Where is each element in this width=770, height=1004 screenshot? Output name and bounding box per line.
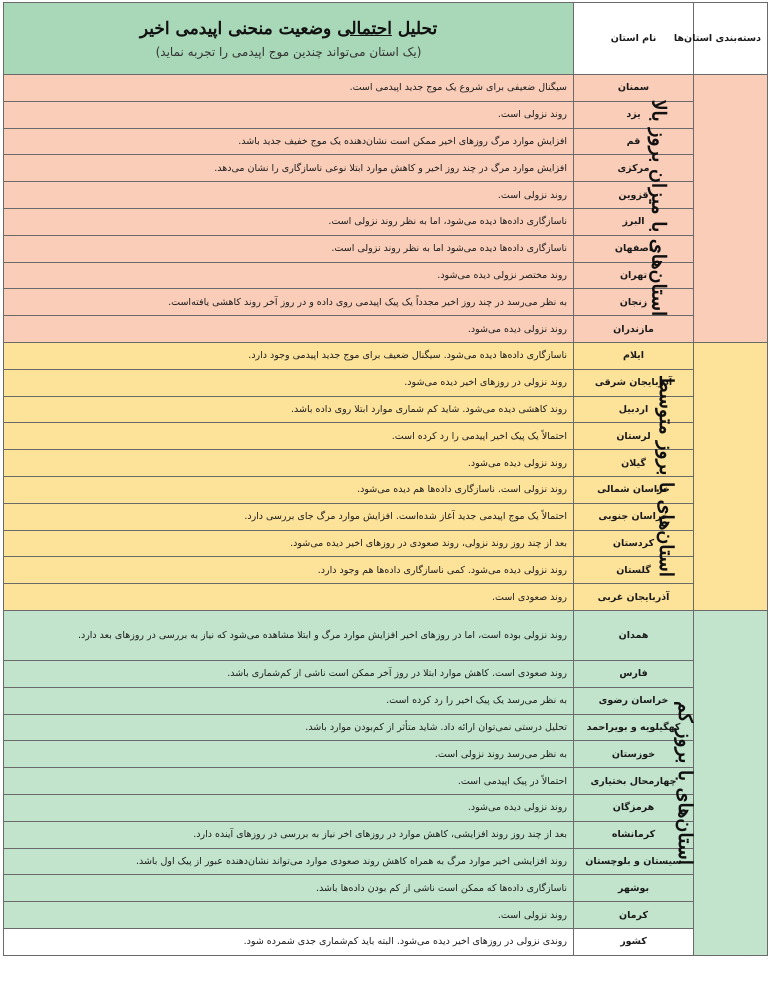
analysis-cell: روند نزولی بوده است، اما در روزهای اخیر افزایش موارد مرگ و ابتلا مشاهده می‌شود که نیاز به بررسی در روزهای بعد دارد.	[4, 610, 574, 660]
analysis-cell: بعد از چند روز روند افزایشی، کاهش موارد در روزهای اخر نیاز به بررسی در روزهای آینده دارد.	[4, 821, 574, 848]
province-cell: کهگیلویه و بویراحمد	[574, 714, 694, 741]
title-cell	[4, 3, 574, 75]
province-cell: البرز	[574, 208, 694, 235]
analysis-cell: احتمالاً یک موج اپیدمی جدید آغاز شده‌است. افزایش موارد مرگ جای بررسی دارد.	[4, 503, 574, 530]
table-row	[4, 396, 768, 423]
analysis-cell: ناسازگاری داده‌ها دیده می‌شود، اما به نظر روند نزولی است.	[4, 208, 574, 235]
analysis-cell: به نظر می‌رسد روند نزولی است.	[4, 741, 574, 768]
table-row	[4, 794, 768, 821]
table-row	[4, 741, 768, 768]
analysis-table	[3, 2, 768, 956]
category-low	[673, 610, 768, 955]
province-cell: مازندران	[574, 316, 694, 343]
province-cell: فارس	[574, 660, 694, 687]
province-cell: کشور	[574, 928, 694, 955]
table-row	[4, 821, 768, 848]
analysis-cell: ناسازگاری داده‌ها دیده می‌شود اما به نظر روند نزولی است.	[4, 235, 574, 262]
page-subtitle: (یک استان می‌تواند چندین موج اپیدمی را تجربه نماید)	[155, 44, 422, 59]
analysis-cell: روند نزولی است.	[4, 182, 574, 209]
province-cell: آذربایجان شرقی	[574, 369, 694, 396]
province-cell: کردستان	[574, 530, 694, 557]
analysis-cell: بعد از چند روز روند نزولی، روند صعودی در روزهای اخیر دیده می‌شود.	[4, 530, 574, 557]
analysis-cell: روند نزولی دیده می‌شود.	[4, 794, 574, 821]
table-row	[4, 342, 768, 369]
table-row	[4, 450, 768, 477]
table-row	[4, 714, 768, 741]
analysis-cell: روند نزولی دیده می‌شود.	[4, 450, 574, 477]
province-cell: سیستان و بلوچستان	[574, 848, 694, 875]
table-row	[4, 902, 768, 929]
analysis-cell: افزایش موارد مرگ روزهای اخیر ممکن است نشان‌دهنده یک موج خفیف جدید باشد.	[4, 128, 574, 155]
analysis-cell: روند نزولی است.	[4, 902, 574, 929]
province-cell: قزوین	[574, 182, 694, 209]
province-cell: خراسان جنوبی	[574, 503, 694, 530]
analysis-cell: روند صعودی است. کاهش موارد ابتلا در روز آخر ممکن است ناشی از کم‌شماری باشد.	[4, 660, 574, 687]
analysis-cell: افزایش موارد مرگ در چند روز اخیر و کاهش موارد ابتلا نوعی ناسازگاری را نشان می‌دهد.	[4, 155, 574, 182]
analysis-cell: روند نزولی در روزهای اخیر دیده می‌شود.	[4, 369, 574, 396]
province-cell: تهران	[574, 262, 694, 289]
province-cell: گلستان	[574, 557, 694, 584]
table-row	[4, 75, 768, 102]
province-cell: خراسان رضوی	[574, 687, 694, 714]
analysis-cell: روند مختصر نزولی دیده می‌شود.	[4, 262, 574, 289]
table-row	[4, 530, 768, 557]
province-cell: آذربایجان غربی	[574, 584, 694, 611]
province-cell: خراسان شمالی	[574, 476, 694, 503]
title-suffix: وضعیت منحنی اپیدمی اخیر	[139, 18, 332, 39]
province-column-header: نام استان	[574, 3, 694, 75]
table-row	[4, 875, 768, 902]
province-cell: کرمانشاه	[574, 821, 694, 848]
analysis-cell: به نظر می‌رسد یک پیک اخیر را رد کرده است.	[4, 687, 574, 714]
table-row	[4, 848, 768, 875]
header-row	[4, 3, 768, 75]
analysis-cell: ناسازگاری داده‌ها دیده می‌شود. سیگنال ضعیف برای موج جدید اپیدمی وجود دارد.	[4, 342, 574, 369]
province-cell: اصفهان	[574, 235, 694, 262]
province-cell: گیلان	[574, 450, 694, 477]
analysis-cell: تحلیل درستی نمی‌توان ارائه داد. شاید متأثر از کم‌بودن موارد باشد.	[4, 714, 574, 741]
table-row	[4, 610, 768, 660]
province-cell: یزد	[574, 101, 694, 128]
analysis-cell: روند صعودی است.	[4, 584, 574, 611]
province-cell: خوزستان	[574, 741, 694, 768]
table-row	[4, 316, 768, 343]
province-cell: چهارمحال بختیاری	[574, 768, 694, 795]
analysis-cell: روند نزولی دیده می‌شود. کمی ناسازگاری داده‌ها هم وجود دارد.	[4, 557, 574, 584]
country-row	[4, 928, 768, 955]
category-high	[647, 75, 768, 343]
province-cell: اردبیل	[574, 396, 694, 423]
page-title	[14, 19, 563, 39]
province-cell: قم	[574, 128, 694, 155]
analysis-cell: احتمالاً در پیک اپیدمی است.	[4, 768, 574, 795]
analysis-cell: ناسازگاری داده‌ها که ممکن است ناشی از کم بودن داده‌ها باشد.	[4, 875, 574, 902]
province-cell: همدان	[574, 610, 694, 660]
category-mid	[654, 342, 768, 610]
analysis-cell: احتمالاً یک پیک اخیر اپیدمی را رد کرده است.	[4, 423, 574, 450]
analysis-cell: روند نزولی است. ناسازگاری داده‌ها هم دیده می‌شود.	[4, 476, 574, 503]
table-row	[4, 369, 768, 396]
province-cell: کرمان	[574, 902, 694, 929]
province-cell: مرکزی	[574, 155, 694, 182]
category-high-label: استان‌های با میزان بروز بالا	[647, 100, 670, 317]
table-row	[4, 476, 768, 503]
analysis-cell: روند نزولی است.	[4, 101, 574, 128]
province-cell: سمنان	[574, 75, 694, 102]
province-cell: بوشهر	[574, 875, 694, 902]
province-cell: هرمزگان	[574, 794, 694, 821]
table-row	[4, 660, 768, 687]
analysis-cell: روندی نزولی در روزهای اخیر دیده می‌شود. البته باید کم‌شماری جدی شمرده شود.	[4, 928, 574, 955]
province-cell: زنجان	[574, 289, 694, 316]
category-mid-label: استان‌های با بروز متوسط	[654, 375, 677, 578]
title-prefix: تحلیل	[397, 18, 438, 39]
table-row	[4, 503, 768, 530]
analysis-cell: سیگنال ضعیفی برای شروع یک موج جدید اپیدمی است.	[4, 75, 574, 102]
table-row	[4, 557, 768, 584]
table-row	[4, 584, 768, 611]
category-low-label: استان‌های با بروز کم	[673, 700, 696, 865]
analysis-cell: به نظر می‌رسد در چند روز اخیر مجدداً یک پیک اپیدمی روی داده و در روز آخر روند کاهشی یافته‌است.	[4, 289, 574, 316]
province-cell: ایلام	[574, 342, 694, 369]
table-row	[4, 423, 768, 450]
analysis-cell: روند افزایشی اخیر موارد مرگ به همراه کاهش روند صعودی موارد می‌تواند نشان‌دهنده عبور از پیک اول باشد.	[4, 848, 574, 875]
analysis-cell: روند نزولی دیده می‌شود.	[4, 316, 574, 343]
category-column-header: دسته‌بندی استان‌ها	[694, 3, 768, 75]
province-cell: لرستان	[574, 423, 694, 450]
table-row	[4, 687, 768, 714]
analysis-cell: روند کاهشی دیده می‌شود. شاید کم شماری موارد ابتلا روی داده باشد.	[4, 396, 574, 423]
title-underlined-word: احتمالی	[337, 18, 392, 39]
